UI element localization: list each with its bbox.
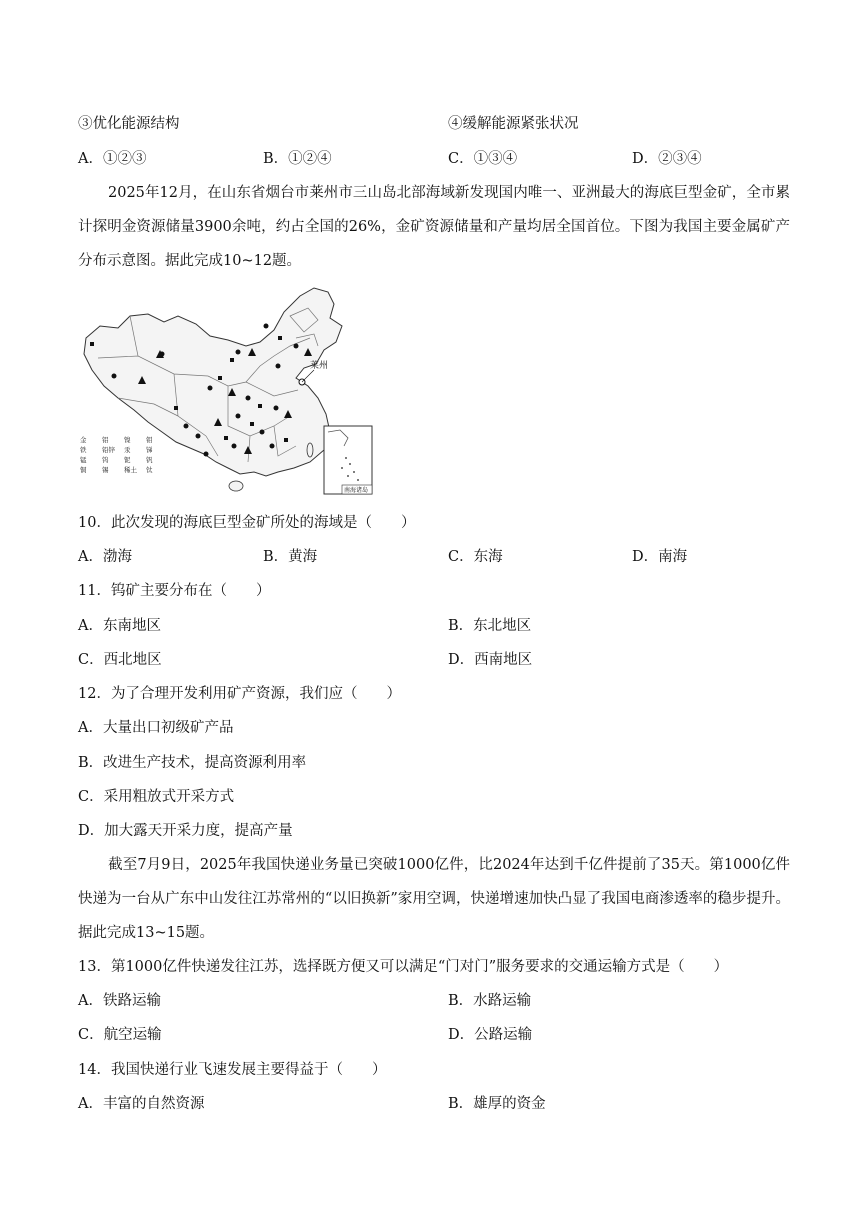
- q14-stem: 14．我国快递行业飞速发展主要得益于（ ）: [78, 1062, 387, 1078]
- q9-option-b[interactable]: B．①②④: [263, 151, 332, 167]
- legend-item: 稀土: [124, 466, 137, 474]
- legend-item: 钨: [102, 456, 109, 464]
- passage-express: [78, 848, 790, 950]
- legend-item: 铁: [80, 446, 87, 454]
- item-4: ④缓解能源紧张状况: [448, 116, 579, 132]
- q10-option-d[interactable]: D．南海: [632, 549, 688, 565]
- legend-item: 镍: [124, 436, 131, 444]
- legend-item: 锡: [102, 466, 109, 474]
- legend-item: 钒: [146, 456, 153, 464]
- legend-item: 铜: [80, 466, 87, 474]
- q11-option-b[interactable]: B．东北地区: [448, 618, 532, 634]
- q11-option-a[interactable]: A．东南地区: [78, 618, 161, 634]
- q14-option-b[interactable]: B．雄厚的资金: [448, 1096, 546, 1112]
- q12-option-a[interactable]: A．大量出口初级矿产品: [78, 720, 234, 736]
- inset-label: 南海诸岛: [344, 487, 369, 494]
- q10-option-a[interactable]: A．渤海: [78, 549, 132, 565]
- q11-option-c[interactable]: C．西北地区: [78, 652, 162, 668]
- legend-item: 锰: [80, 456, 87, 464]
- q10-option-c[interactable]: C．东海: [448, 549, 503, 565]
- legend-item: 铅锌: [102, 446, 115, 454]
- q13-option-c[interactable]: C．航空运输: [78, 1027, 162, 1043]
- china-metal-mineral-map: [78, 286, 378, 498]
- passage-express-text: 截至7月9日，2025年我国快递业务量已突破1000亿件，比2024年达到千亿件提前了35天。第1000亿件快递为一台从广东中山发往江苏常州的“以旧换新”家用空调，快递增速加快凸显了我国电商渗透率的稳步提升。据此完成13~15题。: [78, 857, 790, 941]
- q13-option-d[interactable]: D．公路运输: [448, 1027, 533, 1043]
- q9-option-d[interactable]: D．②③④: [632, 151, 702, 167]
- q11-option-d[interactable]: D．西南地区: [448, 652, 533, 668]
- map-label-laizhou: 莱州: [310, 361, 329, 371]
- q10-stem: 10．此次发现的海底巨型金矿所处的海域是（ ）: [78, 515, 416, 531]
- legend-item: 铝: [102, 436, 109, 444]
- q14-option-a[interactable]: A．丰富的自然资源: [78, 1096, 205, 1112]
- q12-option-b[interactable]: B．改进生产技术，提高资源利用率: [78, 755, 307, 771]
- legend-item: 金: [80, 436, 87, 444]
- q11-stem: 11．钨矿主要分布在（ ）: [78, 583, 271, 599]
- q12-stem: 12．为了合理开发利用矿产资源，我们应（ ）: [78, 686, 401, 702]
- q12-option-d[interactable]: D．加大露天开采力度，提高产量: [78, 823, 293, 839]
- passage-gold-mine-text: 2025年12月，在山东省烟台市莱州市三山岛北部海域新发现国内唯一、亚洲最大的海底巨型金矿，全市累计探明金资源储量3900余吨，约占全国的26%，金矿资源储量和产量均居全国首位。下图为我国主要金属矿产分布示意图。据此完成10~12题。: [78, 185, 790, 269]
- q13-option-b[interactable]: B．水路运输: [448, 993, 532, 1009]
- q13-option-a[interactable]: A．铁路运输: [78, 993, 161, 1009]
- inset-frame: [324, 426, 372, 494]
- legend-item: 锑: [146, 446, 153, 454]
- passage-gold-mine: [78, 176, 790, 278]
- legend-item: 铌: [124, 456, 131, 464]
- q13-stem: 13．第1000亿件快递发往江苏，选择既方便又可以满足“门对门”服务要求的交通运输方式是（ ）: [78, 959, 729, 975]
- q9-option-a[interactable]: A．①②③: [78, 151, 147, 167]
- legend-item: 钛: [146, 466, 153, 474]
- legend-item: 汞: [124, 446, 131, 454]
- q9-option-c[interactable]: C．①③④: [448, 151, 518, 167]
- item-3: ③优化能源结构: [78, 116, 180, 132]
- q12-option-c[interactable]: C．采用粗放式开采方式: [78, 789, 235, 805]
- q10-option-b[interactable]: B．黄海: [263, 549, 318, 565]
- legend-item: 钼: [146, 436, 153, 444]
